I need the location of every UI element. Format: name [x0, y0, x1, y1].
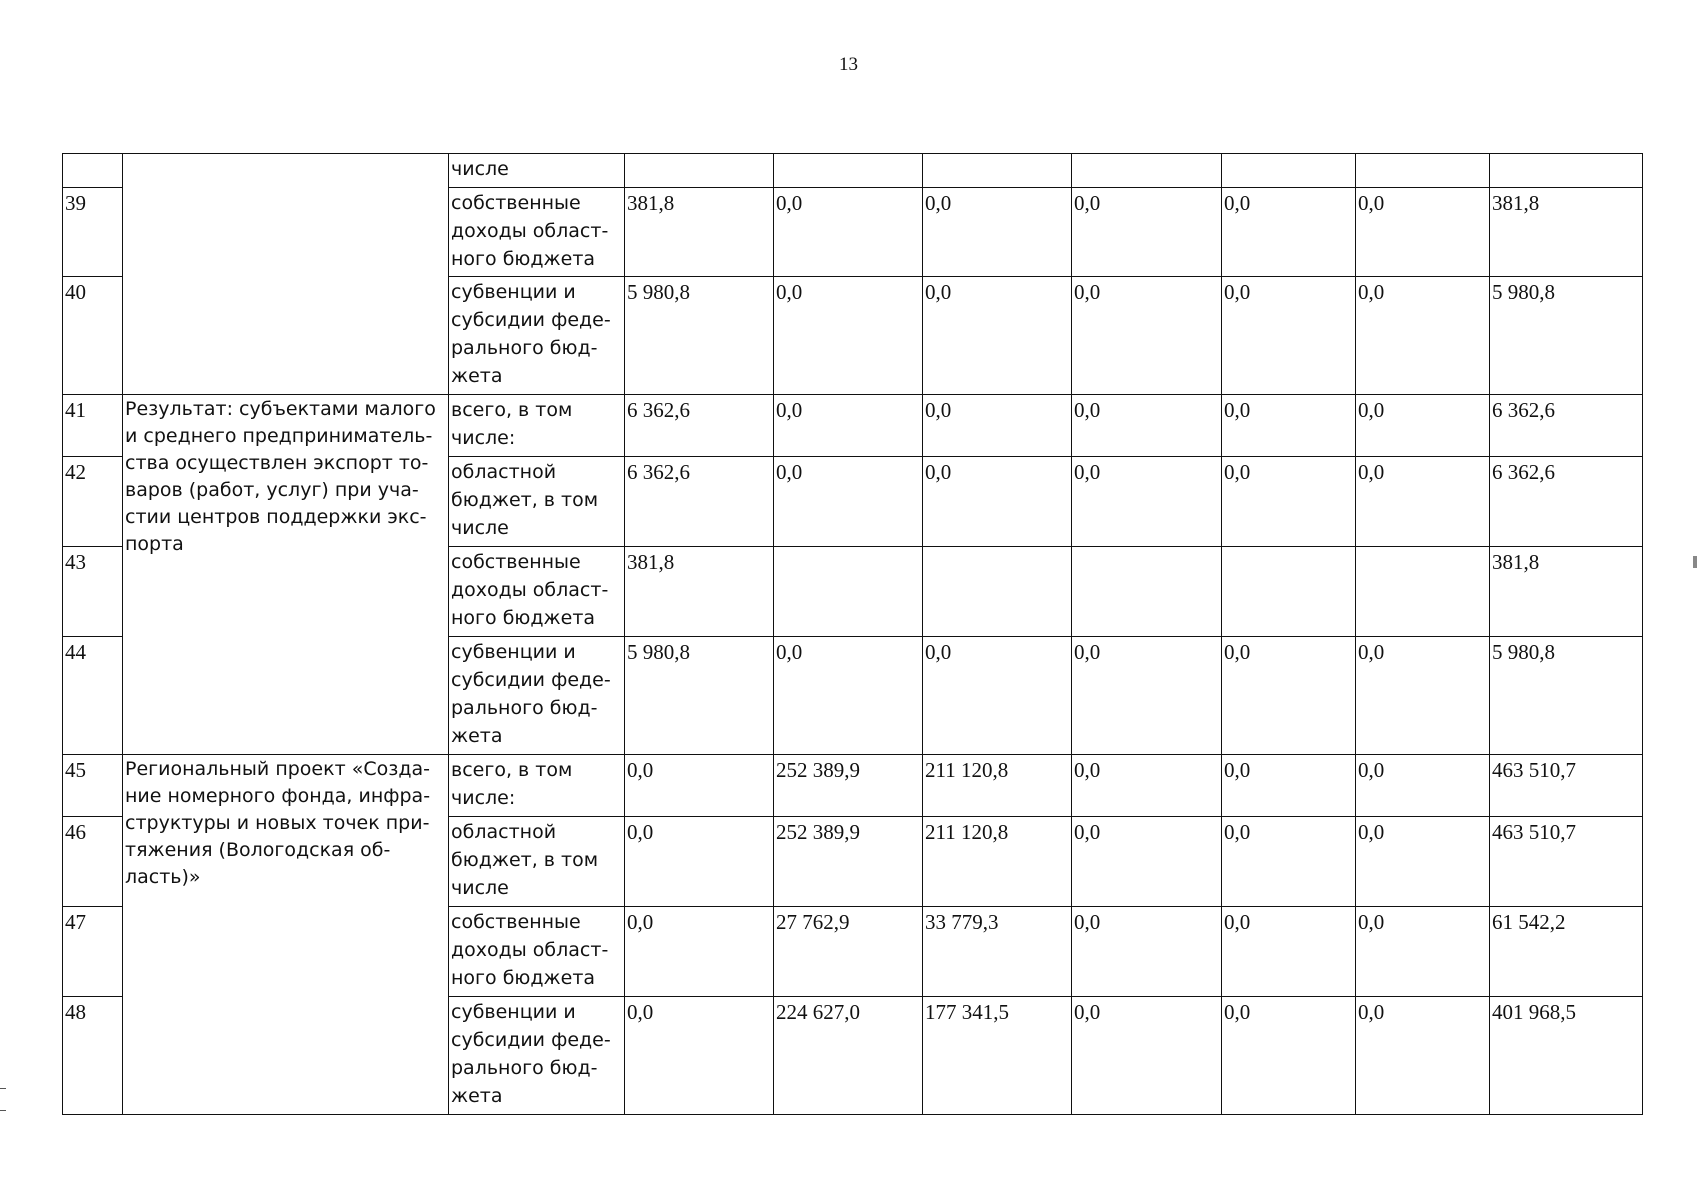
amount-cell: 0,0 [1356, 817, 1490, 907]
amount-cell: 0,0 [1356, 637, 1490, 755]
row-number [63, 154, 123, 188]
amount-cell: 0,0 [774, 395, 923, 457]
amount-cell: 0,0 [625, 997, 774, 1115]
amount-cell: 0,0 [1356, 997, 1490, 1115]
amount-cell: 0,0 [1356, 755, 1490, 817]
amount-cell: 0,0 [625, 817, 774, 907]
total-cell: 463 510,7 [1490, 817, 1643, 907]
total-cell [1490, 154, 1643, 188]
amount-cell: 0,0 [923, 277, 1072, 395]
page-number: 13 [839, 54, 858, 75]
amount-cell: 5 980,8 [625, 637, 774, 755]
amount-cell: 0,0 [923, 637, 1072, 755]
total-cell: 401 968,5 [1490, 997, 1643, 1115]
amount-cell: 0,0 [1072, 457, 1222, 547]
amount-cell: 0,0 [1072, 817, 1222, 907]
amount-cell: 0,0 [774, 457, 923, 547]
total-cell: 463 510,7 [1490, 755, 1643, 817]
amount-cell [1222, 547, 1356, 637]
amount-cell: 0,0 [1072, 755, 1222, 817]
row-number: 44 [63, 637, 123, 755]
funding-source: областной бюджет, в том числе [449, 457, 625, 547]
project-description: Региональный проект «Созда-ние номерного фонда, инфра-структуры и новых точек при-тяжения (Вологодская об-ласть)» [123, 755, 449, 1115]
row-number: 46 [63, 817, 123, 907]
amount-cell: 0,0 [1356, 907, 1490, 997]
amount-cell: 0,0 [1222, 817, 1356, 907]
amount-cell: 0,0 [1072, 395, 1222, 457]
amount-cell: 0,0 [1222, 997, 1356, 1115]
row-number: 45 [63, 755, 123, 817]
edge-mark [1693, 556, 1697, 568]
amount-cell: 0,0 [923, 188, 1072, 277]
amount-cell: 6 362,6 [625, 457, 774, 547]
amount-cell: 381,8 [625, 188, 774, 277]
amount-cell [774, 547, 923, 637]
amount-cell: 0,0 [1222, 188, 1356, 277]
table-row [63, 395, 1643, 457]
funding-source: субвенции и субсидии феде-рального бюд-жета [449, 997, 625, 1115]
row-number: 41 [63, 395, 123, 457]
amount-cell: 0,0 [1356, 457, 1490, 547]
row-number: 48 [63, 997, 123, 1115]
amount-cell: 5 980,8 [625, 277, 774, 395]
amount-cell: 0,0 [774, 277, 923, 395]
funding-source: собственные доходы област-ного бюджета [449, 907, 625, 997]
amount-cell: 0,0 [1072, 997, 1222, 1115]
amount-cell [1222, 154, 1356, 188]
amount-cell: 0,0 [1356, 395, 1490, 457]
funding-source: всего, в том числе: [449, 395, 625, 457]
amount-cell: 211 120,8 [923, 817, 1072, 907]
amount-cell: 0,0 [774, 637, 923, 755]
amount-cell: 0,0 [923, 457, 1072, 547]
amount-cell: 27 762,9 [774, 907, 923, 997]
amount-cell: 0,0 [774, 188, 923, 277]
funding-source: субвенции и субсидии феде-рального бюд-жета [449, 277, 625, 395]
amount-cell [1356, 547, 1490, 637]
amount-cell: 0,0 [625, 755, 774, 817]
amount-cell: 0,0 [1072, 188, 1222, 277]
amount-cell: 177 341,5 [923, 997, 1072, 1115]
edge-mark [0, 1110, 6, 1111]
row-number: 42 [63, 457, 123, 547]
amount-cell [923, 154, 1072, 188]
amount-cell: 0,0 [1222, 457, 1356, 547]
funding-source: собственные доходы област-ного бюджета [449, 188, 625, 277]
amount-cell: 224 627,0 [774, 997, 923, 1115]
amount-cell: 0,0 [1222, 395, 1356, 457]
project-description: Результат: субъектами малого и среднего предприниматель-ства осуществлен экспорт то-варов (работ, услуг) при уча-стии центров поддержки экс-порта [123, 395, 449, 755]
amount-cell [1356, 154, 1490, 188]
row-number: 43 [63, 547, 123, 637]
project-description [123, 154, 449, 395]
funding-source: собственные доходы област-ного бюджета [449, 547, 625, 637]
total-cell: 6 362,6 [1490, 457, 1643, 547]
row-number: 39 [63, 188, 123, 277]
amount-cell: 381,8 [625, 547, 774, 637]
amount-cell [1072, 547, 1222, 637]
amount-cell [625, 154, 774, 188]
row-number: 47 [63, 907, 123, 997]
row-number: 40 [63, 277, 123, 395]
amount-cell: 0,0 [1222, 907, 1356, 997]
total-cell: 5 980,8 [1490, 637, 1643, 755]
table-row [63, 755, 1643, 817]
funding-source: областной бюджет, в том числе [449, 817, 625, 907]
budget-table [62, 153, 1643, 1115]
funding-source: субвенции и субсидии феде-рального бюд-жета [449, 637, 625, 755]
amount-cell [774, 154, 923, 188]
amount-cell [1072, 154, 1222, 188]
total-cell: 5 980,8 [1490, 277, 1643, 395]
total-cell: 6 362,6 [1490, 395, 1643, 457]
total-cell: 381,8 [1490, 547, 1643, 637]
total-cell: 381,8 [1490, 188, 1643, 277]
funding-source: всего, в том числе: [449, 755, 625, 817]
amount-cell: 0,0 [1222, 755, 1356, 817]
amount-cell: 0,0 [1072, 277, 1222, 395]
amount-cell: 0,0 [1222, 277, 1356, 395]
amount-cell: 0,0 [625, 907, 774, 997]
table-row [63, 154, 1643, 188]
amount-cell: 0,0 [1072, 907, 1222, 997]
amount-cell: 0,0 [1222, 637, 1356, 755]
amount-cell: 0,0 [1072, 637, 1222, 755]
amount-cell: 33 779,3 [923, 907, 1072, 997]
amount-cell: 0,0 [1356, 188, 1490, 277]
amount-cell: 6 362,6 [625, 395, 774, 457]
amount-cell: 0,0 [923, 395, 1072, 457]
amount-cell: 0,0 [1356, 277, 1490, 395]
amount-cell: 252 389,9 [774, 755, 923, 817]
total-cell: 61 542,2 [1490, 907, 1643, 997]
edge-mark [0, 1088, 6, 1089]
amount-cell: 252 389,9 [774, 817, 923, 907]
funding-source: числе [449, 154, 625, 188]
amount-cell [923, 547, 1072, 637]
amount-cell: 211 120,8 [923, 755, 1072, 817]
